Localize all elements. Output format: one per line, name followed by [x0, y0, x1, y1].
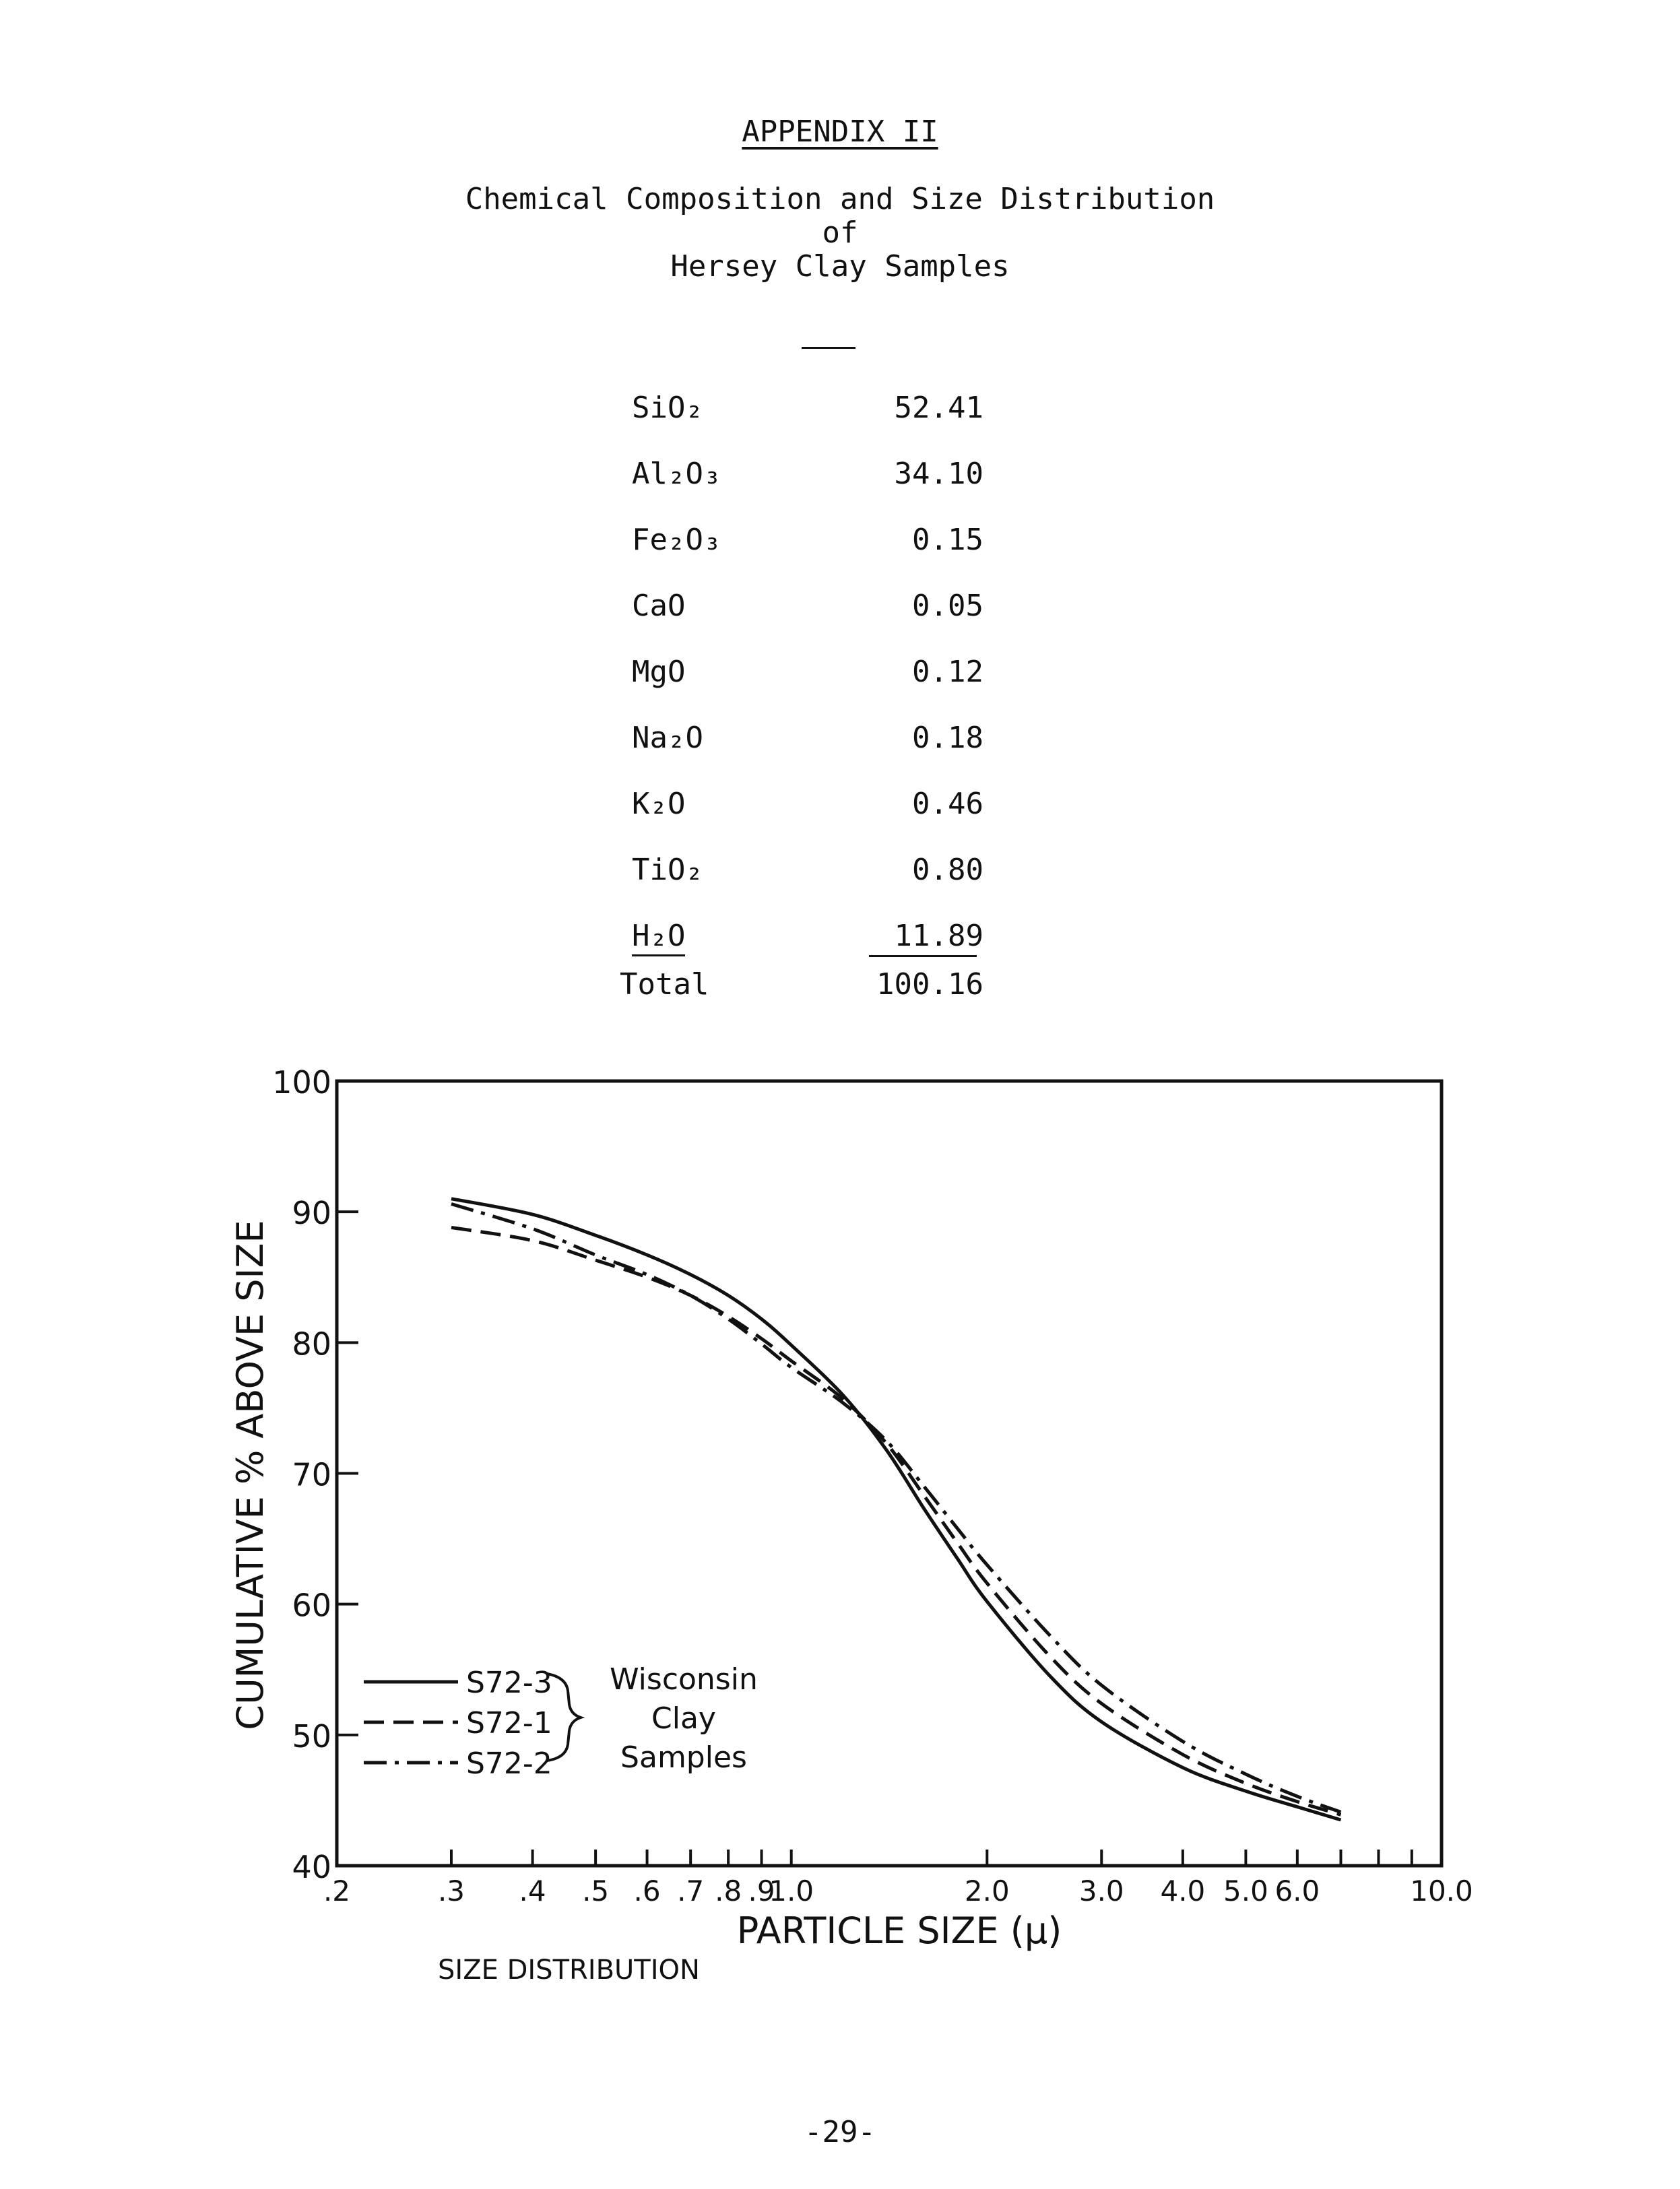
- y-tick-label: 90: [292, 1195, 331, 1232]
- oxide-value: 0.18: [912, 721, 983, 755]
- series-line-s72-3: [451, 1199, 1341, 1820]
- x-tick-label: .6: [633, 1874, 661, 1907]
- legend-group-label: Samples: [620, 1740, 747, 1775]
- total-value: 100.16: [876, 967, 983, 1002]
- oxide-value: 34.10: [894, 457, 983, 491]
- oxide-name: SiO₂: [632, 391, 703, 425]
- x-axis-label: PARTICLE SIZE (μ): [736, 1909, 1062, 1952]
- legend-label-s72-2: S72-2: [466, 1746, 552, 1781]
- oxide-value: 0.12: [912, 655, 983, 689]
- y-tick-label: 40: [292, 1849, 331, 1885]
- x-tick-label: .2: [323, 1874, 351, 1907]
- document-title-line2: of: [822, 216, 858, 250]
- x-tick-label: 1.0: [769, 1874, 814, 1907]
- x-tick-label: .8: [715, 1874, 742, 1907]
- legend: [364, 1662, 758, 1781]
- oxide-value: 52.41: [894, 391, 983, 425]
- oxide-name: TiO₂: [632, 853, 703, 887]
- legend-group-label: Wisconsin: [610, 1662, 758, 1697]
- x-tick-label: 3.0: [1078, 1874, 1124, 1907]
- x-axis: [323, 1850, 1473, 1907]
- y-tick-label: 60: [292, 1587, 331, 1624]
- oxide-name: Na₂O: [632, 721, 703, 755]
- y-tick-label: 100: [272, 1064, 331, 1101]
- y-axis-label: CUMULATIVE % ABOVE SIZE: [229, 1220, 271, 1730]
- chart-caption: SIZE DISTRIBUTION: [438, 1955, 700, 1986]
- document-title-line3: Hersey Clay Samples: [670, 249, 1010, 284]
- oxide-name: H₂O: [632, 919, 685, 956]
- x-tick-label: 2.0: [964, 1874, 1010, 1907]
- y-tick-label: 80: [292, 1326, 331, 1363]
- legend-group-label: Clay: [651, 1701, 716, 1736]
- x-tick-label: .5: [582, 1874, 610, 1907]
- oxide-name: MgO: [632, 655, 686, 689]
- x-tick-label: 6.0: [1274, 1874, 1320, 1907]
- oxide-value: 0.80: [912, 853, 983, 887]
- x-tick-label: .7: [677, 1874, 705, 1907]
- x-tick-label: 5.0: [1223, 1874, 1268, 1907]
- oxide-value: 11.89: [894, 919, 983, 953]
- oxide-name: K₂O: [632, 787, 686, 821]
- x-tick-label: .4: [519, 1874, 546, 1907]
- document-title-line1: Chemical Composition and Size Distribution: [465, 182, 1215, 216]
- legend-label-s72-1: S72-1: [466, 1706, 552, 1740]
- oxide-name: Fe₂O₃: [632, 523, 721, 557]
- series-line-s72-2: [451, 1204, 1341, 1812]
- oxide-value: 0.15: [912, 523, 983, 557]
- series-layer: [451, 1199, 1341, 1820]
- x-tick-label: 4.0: [1160, 1874, 1206, 1907]
- x-tick-label: 10.0: [1410, 1874, 1473, 1907]
- page-number: -29-: [804, 2115, 876, 2149]
- oxide-value: 0.05: [912, 589, 983, 623]
- appendix-heading: APPENDIX II: [742, 115, 938, 149]
- oxide-name: CaO: [632, 589, 686, 623]
- legend-label-s72-3: S72-3: [466, 1666, 552, 1700]
- y-tick-label: 70: [292, 1456, 331, 1493]
- series-line-s72-1: [451, 1228, 1341, 1815]
- oxide-value: 0.46: [912, 787, 983, 821]
- oxide-name: Al₂O₃: [632, 457, 721, 491]
- x-tick-label: .9: [748, 1874, 775, 1907]
- y-tick-label: 50: [292, 1718, 331, 1755]
- total-label: Total: [620, 967, 709, 1002]
- x-tick-label: .3: [437, 1874, 465, 1907]
- y-axis: [272, 1064, 358, 1885]
